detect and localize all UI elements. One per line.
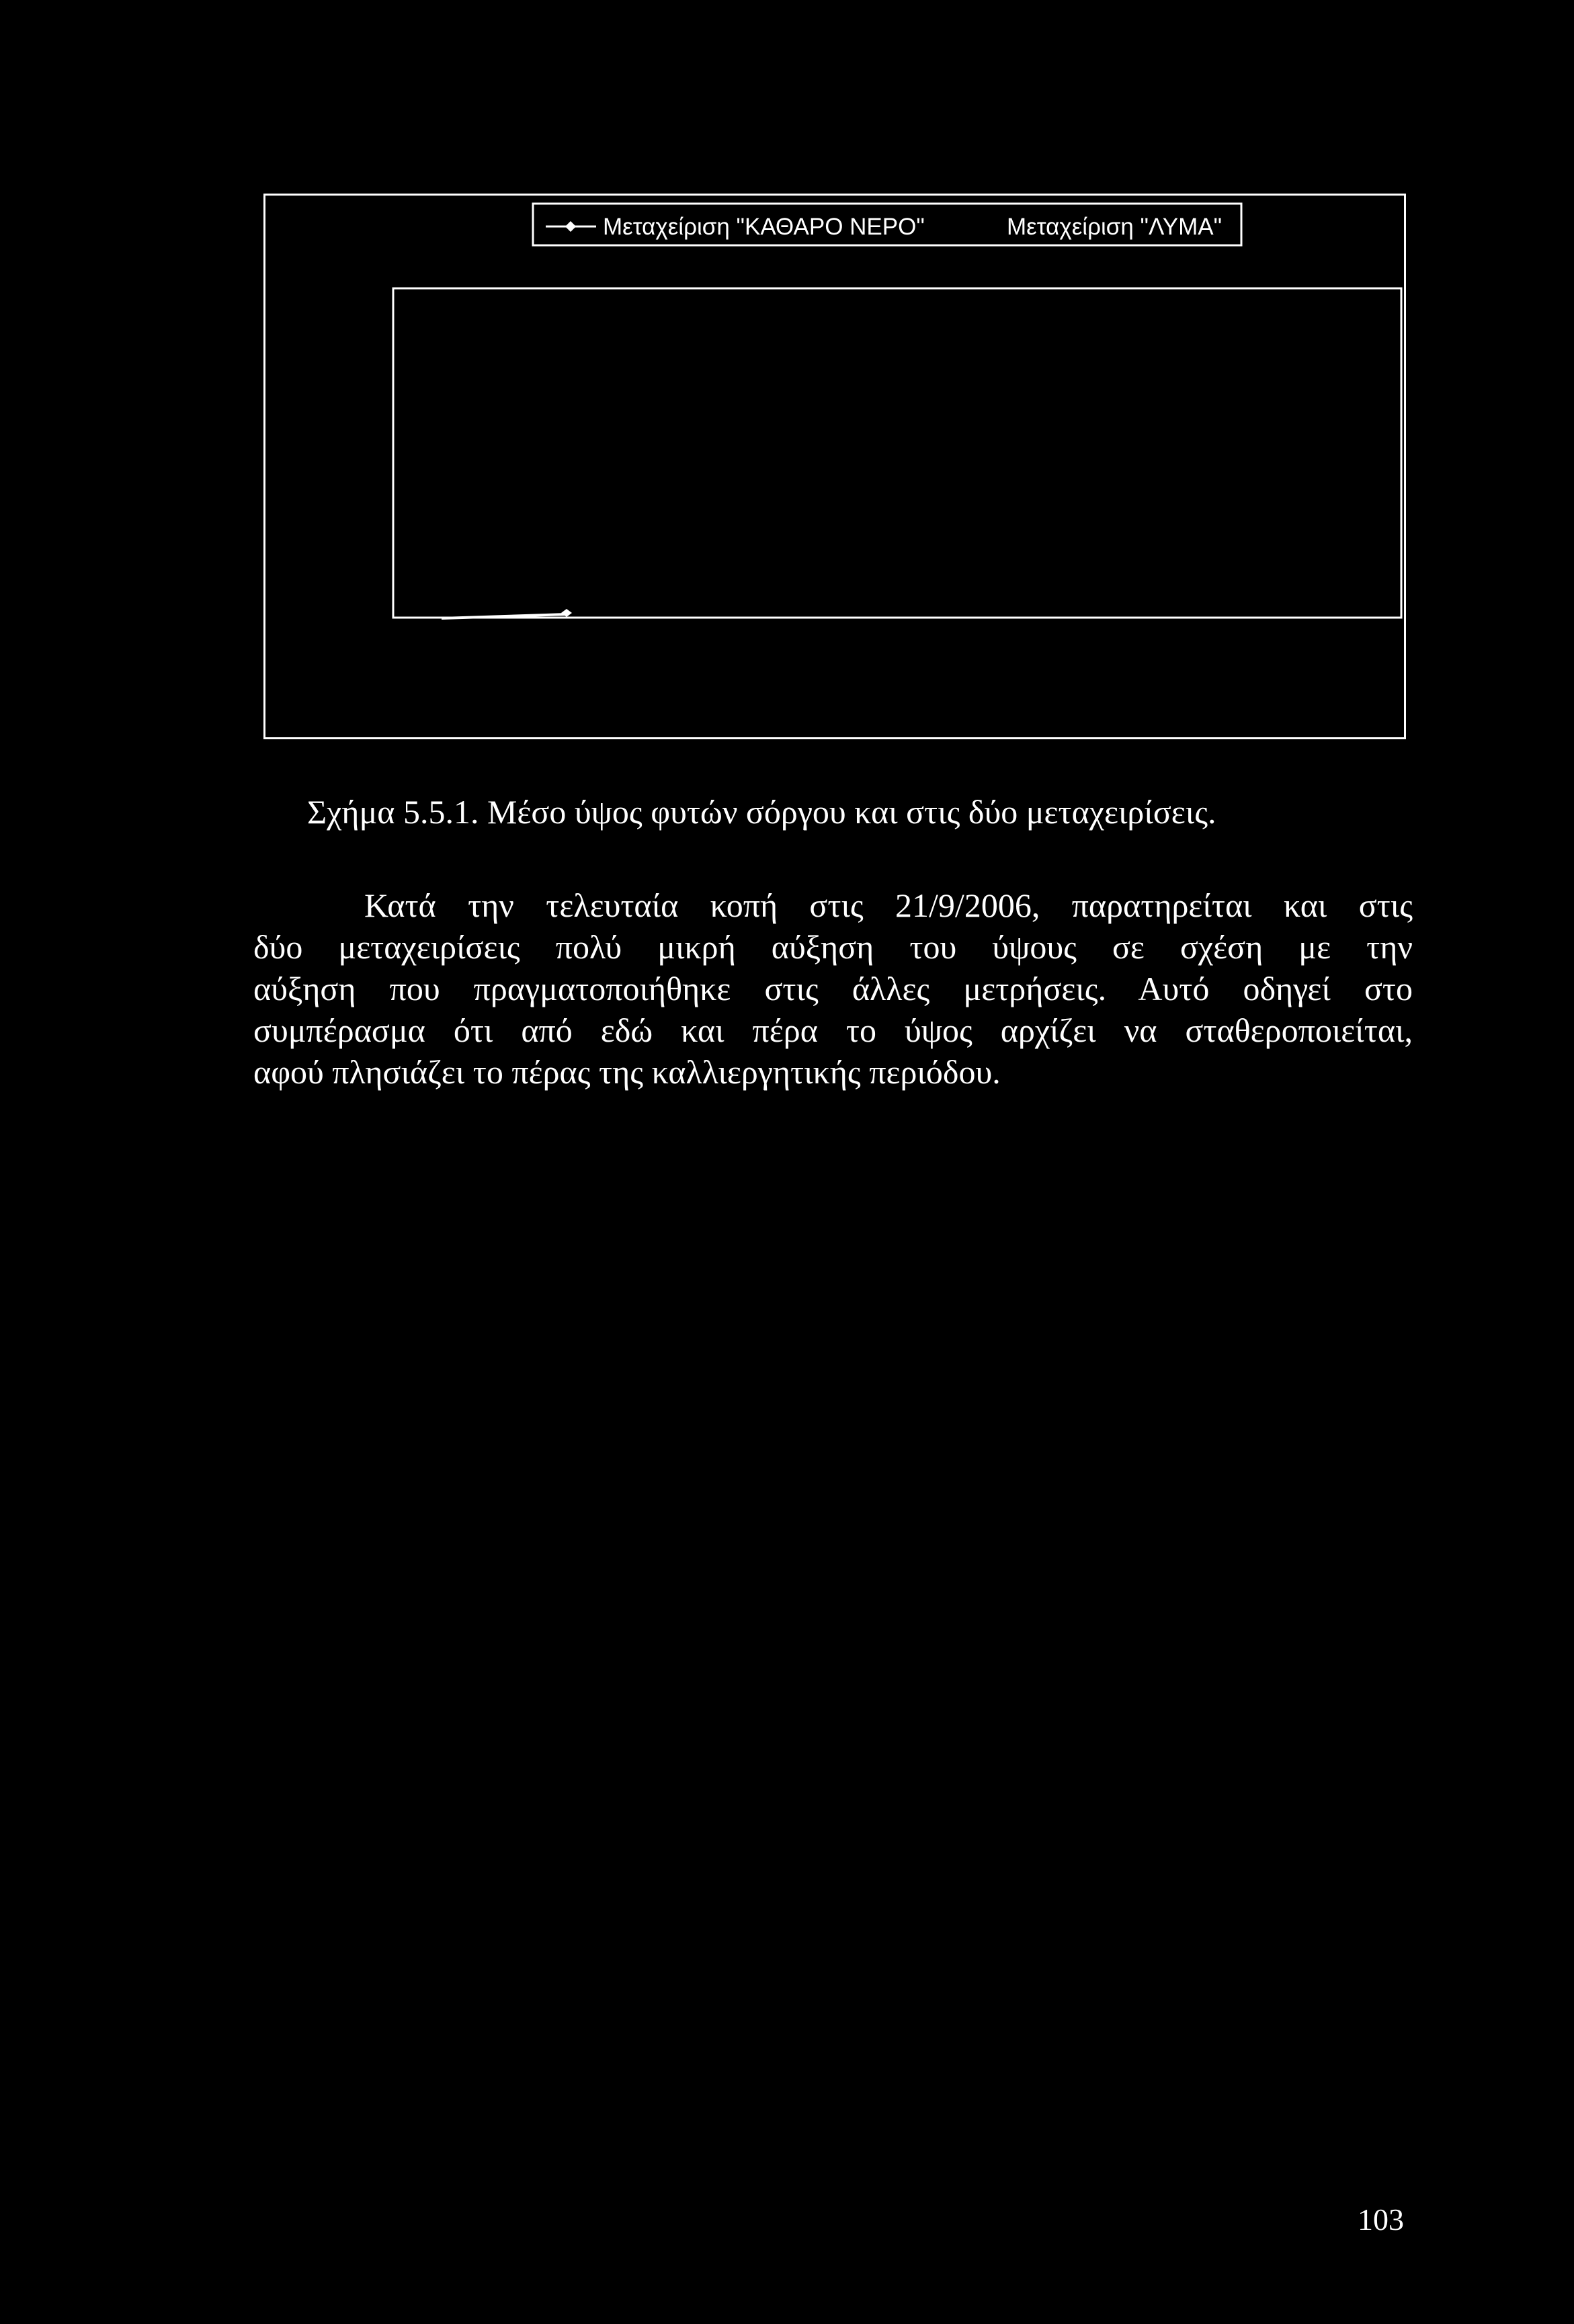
paragraph-line: Κατά την τελευταία κοπή στις 21/9/2006, παρατηρείται και στις <box>364 886 1413 924</box>
legend-label-lyma: Μεταχείριση "ΛΥΜΑ" <box>1007 214 1223 240</box>
series-marker-clean-water <box>561 609 572 617</box>
paragraph-line: αφού πλησιάζει το πέρας της καλλιεργητικής περιόδου. <box>253 1053 1001 1091</box>
figure-caption: Σχήμα 5.5.1. Μέσο ύψος φυτών σόργου και στις δύο μεταχειρίσεις. <box>307 793 1216 831</box>
chart <box>265 196 1404 737</box>
plot-area <box>393 288 1401 618</box>
body-paragraph <box>253 884 1413 1093</box>
legend-item-clean-water <box>546 214 925 240</box>
chart-frame <box>263 194 1406 739</box>
paragraph-line: συμπέρασμα ότι από εδώ και πέρα το ύψος αρχίζει να σταθεροποιείται, <box>253 1011 1413 1049</box>
paragraph-line: δύο μεταχειρίσεις πολύ μικρή αύξηση του ύψους σε σχέση με την <box>253 928 1413 966</box>
paragraph-line: αύξηση που πραγματοποιήθηκε στις άλλες μετρήσεις. Αυτό οδηγεί στο <box>253 970 1413 1007</box>
diamond-marker-icon <box>565 221 576 232</box>
legend-label-clean-water: Μεταχείριση "ΚΑΘΑΡΟ ΝΕΡΟ" <box>603 214 925 240</box>
legend-item-lyma <box>1007 214 1222 240</box>
page-number: 103 <box>1358 2202 1404 2237</box>
